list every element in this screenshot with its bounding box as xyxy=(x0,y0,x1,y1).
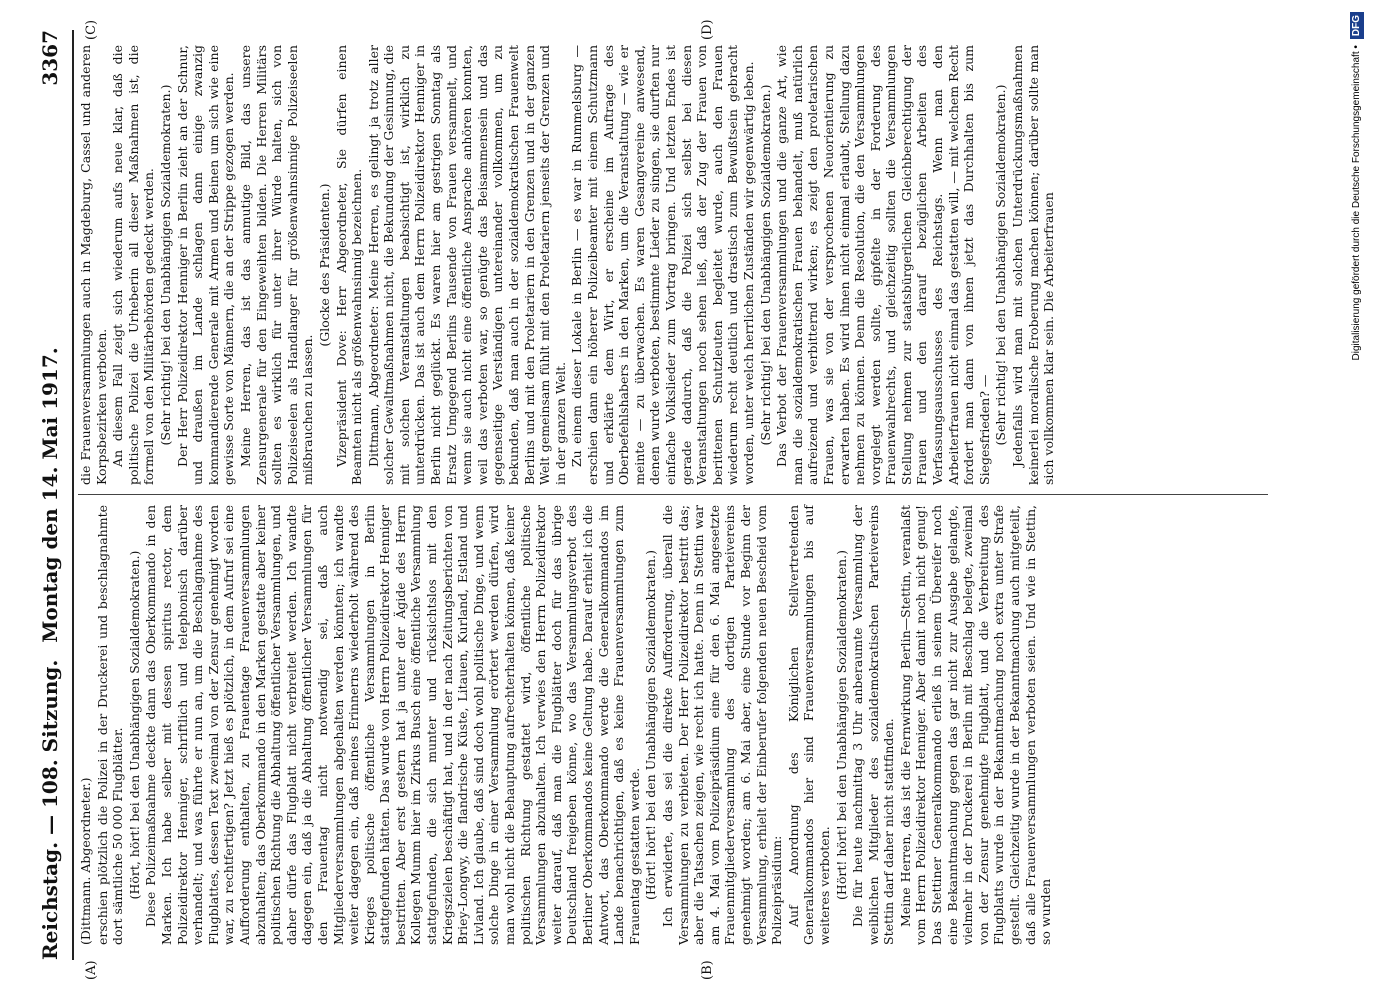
header-rule xyxy=(72,30,74,960)
quote: Auf Anordnung des Königlichen Stellvertretenden Generalkommandos hier sind Frauenversammlungen bis auf weiteres verboten. xyxy=(785,505,832,945)
header-left: Reichstag. — 108. Sitzung. xyxy=(38,659,62,960)
interjection: (Hört, hört! bei den Unabhängigen Sozialdemokraten.) xyxy=(126,550,142,900)
paragraph: Meine Herren, das ist die Fernwirkung Berlin—Stettin, veranlaßt vom Herrn Polizeidirektor Henniger. Aber damit noch nicht genug! Das Stettiner Generalkommando erließ in seinem Übereifer noch eine Bekanntmachung gegen das gar nicht zur Ausgabe gelangte, vielmehr in der Druckerei in Berlin mit Beschlag belegte, zweimal von der Zensur genehmigte Flugblatt, und die Verbreitung des Flugblatts wurde in der Bekanntmachung noch extra unter Strafe gestellt. Gleichzeitig wurde in der Bekanntmachung auch mitgeteilt, daß alle Frauenversammlungen verboten seien. Und wie in Stettin, so wurden xyxy=(897,505,1054,945)
paragraph: Meine Herren, das ist das anmutige Bild, das unsere Zensurgenerale für den Eingeweihten bilden. Die Herren Militärs sollten es wirklich für unter ihrer Würde halten, sich von Polizeiseelen als Handlanger für größenwahnsinnige Polizeiseelen mißbrauchen zu lassen. xyxy=(237,45,316,485)
interjection: (Glocke des Präsidenten.) xyxy=(316,183,332,347)
page-number: 3367 xyxy=(38,30,62,86)
margin-mark-c: (C) xyxy=(84,19,99,40)
interjection: (Sehr richtig! bei den Unabhängigen Sozialdemokraten.) xyxy=(757,84,773,446)
paragraph: Dittmann, Abgeordneter: Meine Herren, es gelingt ja trotz aller solcher Gewaltmaßnahmen nicht, die Bekundung der Gesinnung, die mit solchen Veranstaltungen beabsichtigt ist, wirklich zu unterdrücken. Das ist auch dem Herrn Polizeidirektor Henniger in Berlin nicht geglückt. Es waren hier am gestrigen Sonntag als Ersatz Umgegend Berlins Tausende von Frauen versammelt, und wenn sie auch nicht eine öffentliche Ansprache anhören konnten, weil das verboten war, so genügte das Beisammensein und das gegenseitige Verständigen untereinander vollkommen, um zu bekunden, daß man auch in der sozialdemokratischen Frauenwelt Berlins und mit den Proletariern in den Grenzen und in der ganzen Welt gemeinsam fühlt mit den Proletariern jenseits der Grenzen und in der ganzen Welt. xyxy=(365,45,568,485)
left-column xyxy=(78,505,1055,945)
funding-text: Digitalisierung gefördert durch die Deutsche Forschungsgemeinschaft • xyxy=(1351,45,1362,361)
column-divider xyxy=(78,494,1268,495)
interjection: (Hört! hört! bei den Unabhängigen Sozialdemokraten.) xyxy=(833,550,849,900)
paragraph: Zu einem dieser Lokale in Berlin — es war in Rummelsburg — erschien dann ein höherer Polizeibeamter mit einem Schutzmann und erklärte dem Wirt, er erscheine im Auftrage des Oberbefehlshabers in den Marken, um die Veranstaltung — wie er meinte — zu überwachen. Es waren Gesangvereine anwesend, denen wurde verboten, bestimmte Lieder zu singen, sie durften nur einfache Volkslieder zum Vortrag bringen. Und letzten Endes ist gerade dadurch, daß die Polizei sich selbst bei diesen Veranstaltungen noch sehen ließ, daß der Zug der Frauen von berittenen Schutzleuten begleitet wurde, auch den Frauen wiederum recht deutlich und drastisch zum Bewußtsein gebracht worden, unter welch herrlichen Zuständen wir gegenwärtig leben. xyxy=(569,45,756,485)
paragraph: Vizepräsident Dove: Herr Abgeordneter, Sie dürfen einen Beamten nicht als größenwahnsinnig bezeichnen. xyxy=(333,45,365,485)
quote: Die für heute nachmittag 3 Uhr anberaumte Versammlung der weiblichen Mitglieder des sozialdemokratischen Parteivereins Stettin darf daher nicht stattfinden. xyxy=(850,505,897,945)
paragraph: erschien plötzlich die Polizei in der Druckerei und beschlagnahmte dort sämtliche 50 000 Flugblätter. xyxy=(94,505,126,945)
paragraph: An diesem Fall zeigt sich wiederum aufs neue klar, daß die politische Polizei die Urheberin all dieser Maßnahmen ist, die formell von den Militärbehörden gedeckt werden. xyxy=(110,45,157,485)
dfg-logo: DFG xyxy=(1350,12,1364,39)
interjection: (Sehr richtig! bei den Unabhängigen Sozialdemokraten.) xyxy=(157,84,173,446)
interjection: (Sehr richtig! bei den Unabhängigen Sozialdemokraten.) xyxy=(993,84,1009,446)
margin-mark-a: (A) xyxy=(84,960,99,980)
paragraph: Jedenfalls wird man mit solchen Unterdrückungsmaßnahmen keinerlei moralische Eroberung machen können; darüber sollte man sich vollkommen klar sein. Die Arbeiterfrauen xyxy=(1010,45,1057,485)
paragraph: Ich erwiderte, das sei die direkte Aufforderung, überall die Versammlungen zu verbieten. Der Herr Polizeidirektor bestritt das; aber die Tatsachen zeigen, wie recht ich hatte. Denn in Stettin war am 4. Mai vom Polizeipräsidium eine für den 6. Mai angesetzte Frauenmitgliederversammlung des dortigen Parteivereins genehmigt worden; am 6. Mai aber, eine Stunde vor Beginn der Versammlung, erhielt der Einberufer folgenden neuen Bescheid vom Polizeipräsidium: xyxy=(659,505,785,945)
interjection: (Hört! hört! bei den Unabhängigen Sozialdemokraten.) xyxy=(643,550,659,900)
paragraph: (Dittmann. Abgeordneter.) xyxy=(78,777,93,945)
margin-mark-d: (D) xyxy=(700,19,715,40)
header-date: Montag den 14. Mai 1917. xyxy=(38,347,62,643)
funding-note xyxy=(1350,12,1378,988)
paragraph: die Frauenversammlungen auch in Magdeburg, Cassel und anderen Korpsbezirken verboten. xyxy=(78,45,109,485)
right-column xyxy=(78,45,1058,485)
margin-mark-b: (B) xyxy=(700,960,715,980)
paragraph: Der Herr Polizeidirektor Henniger in Berlin zieht an der Schnur, und draußen im Lande schlagen dann einige zwanzig kommandierende Generale mit Armen und Beinen um sich wie eine gewisse Sorte von Männern, die an der Strippe gezogen werden. xyxy=(174,45,237,485)
paragraph: Das Verbot der Frauenversammlungen und die ganze Art, wie man die sozialdemokratischen Frauen behandelt, muß natürlich aufreizend und verbitternd wirken; es zeigt den proletarischen Frauen, was sie von der versprochenen Neuorientierung zu erwarten haben. Es wird ihnen nicht einmal erlaubt, Stellung dazu nehmen zu können. Denn die Resolution, die den Versammlungen vorgelegt werden sollte, gipfelte in der Forderung des Frauenwahlrechts, und gleichzeitig sollten die Versammlungen Stellung nehmen zur staatsbürgerlichen Gleichberechtigung der Frauen und den darauf bezüglichen Arbeiten des Verfassungsausschusses des Reichstags. Wenn man den Arbeiterfrauen nicht einmal das gestatten will, — mit welchem Recht fordert man dann von ihnen jetzt das Durchhalten bis zum Siegesfrieden? — xyxy=(774,45,992,485)
paragraph: Diese Polizeimaßnahme deckte dann das Oberkommando in den Marken. Ich habe selber mit dessen spiritus rector, dem Polizeidirektor Henniger, schriftlich und telephonisch darüber verhandelt; und was führte er nun an, um die Beschlagnahme des Flugblattes, dessen Text zweimal von der Zensur genehmigt worden war, zu rechtfertigen? Jetzt hieß es plötzlich, in dem Aufruf sei eine Aufforderung enthalten, zu Frauentage Frauenversammlungen abzuhalten; das Oberkommando in den Marken gestatte aber keiner politischen Richtung die Abhaltung öffentlicher Versammlungen, und daher dürfe das Flugblatt nicht verbreitet werden. Ich wandte dagegen ein, daß ja die Abhaltung öffentlicher Versammlungen für den Frauentag nicht notwendig sei, daß auch Mitgliederversammlungen abgehalten werden könnten; ich wandte weiter dagegen ein, daß meines Erinnerns wiederholt während des Krieges politische öffentliche Versammlungen in Berlin stattgefunden hätten. Das wurde von Herrn Polizeidirektor Henniger bestritten. Aber erst gestern hat ja unter der Ägide des Herrn Kollegen Mumm hier im Zirkus Busch eine öffentliche Versammlung stattgefunden, die sich munter und rücksichtslos mit den Kriegszielen beschäftigt hat, und in der nach Zeitungsberichten von Briey-Longwy, die flandrische Küste, Litauen, Kurland, Estland und Livland. Ich glaube, daß sind doch wohl politische Dinge, und wenn solche Dinge in einer Versammlung erörtert werden dürfen, wird man wohl nicht die Behauptung aufrechterhalten können, daß keiner politischen Richtung gestattet wird, öffentliche politische Versammlungen abzuhalten. Ich verwies den Herrn Polizeidirektor weiter darauf, daß man die Flugblätter doch für das übrige Deutschland freigeben könne, wo das Versammlungsverbot des Berliner Oberkommandos keine Geltung habe. Darauf erhielt ich die Antwort, das Oberkommando werde die Generalkommandos im Lande benachrichtigen, daß es keine Frauenversammlungen zum Frauentag gestatten werde. xyxy=(143,505,642,945)
